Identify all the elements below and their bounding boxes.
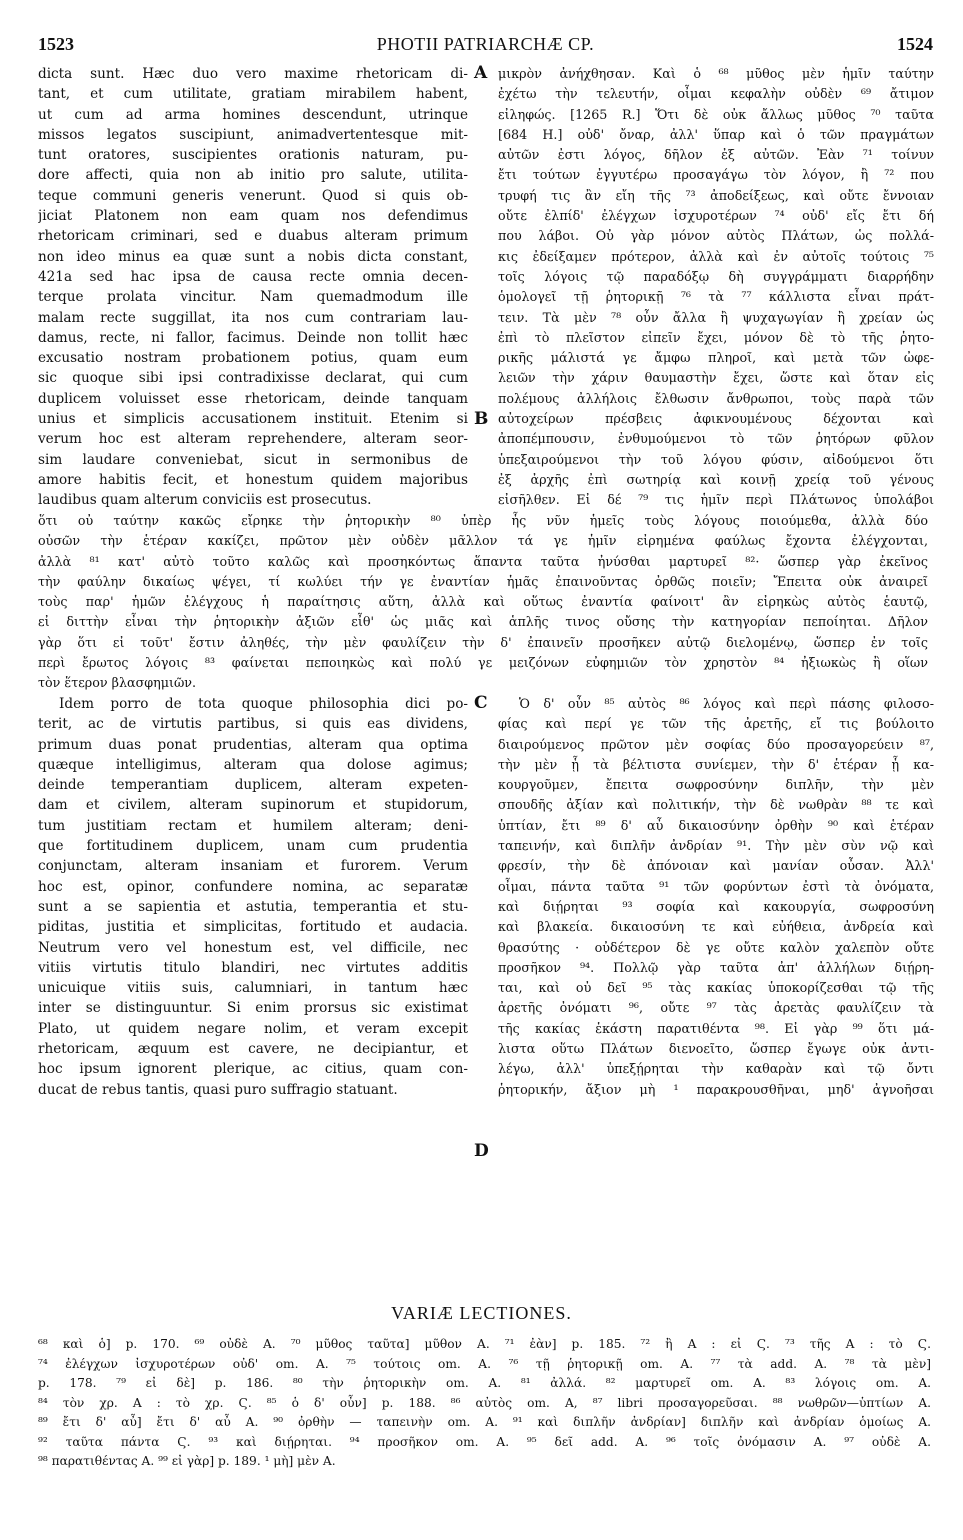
text-line: [684 H.] οὐδ' ὄναρ, ἀλλ' ὕπαρ καὶ ὁ τῶν πραγμάτων [498, 126, 934, 142]
text-line: ⁷⁴ ἐλέγχων ἰσχυροτέρων οὐδ' om. A. ⁷⁵ τούτοις om. A. ⁷⁶ τῇ ῥητορικῇ om. A. ⁷⁷ τὰ add. A. ⁷⁸ τὰ μὲν] [38, 1356, 931, 1371]
text-line: deinde temperantiam duplicem, alteram expeten- [38, 777, 468, 794]
text-line: λιστα οὕτω Πλάτων διενοεῖτο, ὥσπερ ἔγωγε οὐκ ἀντι- [498, 1041, 934, 1057]
text-line: τρυφή τις ἂν εἴη τῆς ⁷³ ἀποδείξεως, καὶ οὔτε ἔννοιαν [498, 187, 934, 203]
text-line: ⁹⁸ παρατιθέντας A. ⁹⁹ εἰ γὰρ] p. 189. ¹ μὴ] μὲν A. [38, 1454, 336, 1468]
text-line: γὰρ ὅτι εἰ τοῦτ' ἔστιν ἀληθές, τὴν μὲν φαυλίζειν τὴν δ' ἐπαινεῖν προσῆκεν αὐτῷ διελομένῳ, ὥσπερ ἐν τοῖς [38, 634, 928, 650]
text-line: καὶ βλακεία. δικαιοσύνη τε καὶ εὐήθεια, ἀνδρεία καὶ [498, 919, 934, 935]
text-line: προσῆκον ⁹⁴. Πολλῷ γὰρ ταῦτα ἀπ' ἀλλήλων διῄρη- [498, 959, 934, 975]
text-line: ⁸⁹ ἔτι δ' αὖ] ἔτι δ' αὖ A. ⁹⁰ ὀρθὴν — ταπεινὴν om. A. ⁹¹ καὶ διπλῆν ἀνδρίαν] διπλῆν καὶ ἀνδρίαν ὁμοίως A. [38, 1415, 931, 1429]
text-line: μικρὸν ἀνήχθησαν. Καὶ ὁ ⁶⁸ μῦθος μὲν ἡμῖν ταύτην [498, 66, 934, 81]
greek-column-top [498, 64, 934, 511]
text-line: unius et simplicis accusationem instituit. Etenim si [38, 411, 468, 428]
text-line: λέγω, ἀλλ' ὑπεξῄρηται τὴν καθαρὰν καὶ τῷ ὄντι [498, 1061, 934, 1077]
text-line: ducat de rebus tantis, quasi puro suffragio statuant. [38, 1081, 398, 1098]
text-line: jiciat Platonem non eam quam nos defendimus [38, 208, 468, 225]
text-line: θρασύτης · οὐδέτερον δὲ γε οὔτε καλὸν χαλεπὸν οὔτε [498, 939, 934, 955]
text-line: dam et civilem, alteram supinorum et stupidorum, [38, 797, 468, 814]
margin-marker-d: D [474, 1141, 489, 1161]
text-line: ἀρετῆς ὀνόματι ⁹⁶, οὔτε ⁹⁷ τὰς ἀρετὰς φαυλίζειν τὰ [498, 1000, 934, 1016]
text-line: ῥητορικήν, ἄξιον μὴ ¹ παρακρουσθῆναι, μηδ' ἀγνοῆσαι [498, 1081, 934, 1097]
text-line: sic quoque sibi ipsi contradixisse declarat, qui cum [38, 370, 468, 387]
text-line: πολέμους ἀλλήλοις ἔλθωσιν ἄνθρωποι, τοὺς παρὰ τῶν [498, 390, 934, 406]
text-line: piditas, justitia et simplicitas, fortitudo et audacia. [38, 919, 468, 936]
text-line: dicta sunt. Hæc duo vero maxime rhetoricam di- [38, 66, 468, 82]
text-line: terque prolata vincitur. Nam quemadmodum ille [38, 289, 468, 306]
text-line: rhetoricam, æquum est cavere, ne decipiantur, et [38, 1041, 468, 1058]
text-line: τῆς κακίας ἑκάστη παρατιθέντα ⁹⁸. Εἰ γὰρ ⁹⁹ ὅτι μά- [498, 1020, 934, 1036]
text-line: περὶ ἔρωτος λόγοις ⁸³ φαίνεται πεποιηκὼς καὶ πολύ γε μειζόνων εὐφημιῶν τὸν χρηστὸν ⁸⁴ ἠξιωκὼς ἢ οἵων [38, 655, 928, 671]
text-line: εἰ διττὴν εἶναι τὴν ῥητορικὴν ἀξιῶν εἶθ' ὡς μιᾶς καὶ ἁπλῆς τινος οὔσης τὴν κατηγορίαν πεποίηται. Δῆλον [38, 614, 928, 630]
text-line: τειν. Τὰ μὲν ⁷⁸ οὖν ἄλλα ἢ ψυχαγωγίαν ἢ χρείαν ὡς [498, 309, 934, 325]
text-line: ὁμολογεῖ τῇ ῥητορικῇ ⁷⁶ τὰ ⁷⁷ κάλλιστα εἶναι πράτ- [498, 289, 934, 305]
text-line: αὐτοχείρων πρέσβεις ἀφικνουμένους δέχονται καὶ [498, 411, 934, 427]
text-line: ρικῆς μάλιστά γε ἄμφω πληροῖ, καὶ μετὰ τῶν ὠφε- [498, 350, 934, 366]
running-header [38, 34, 933, 58]
margin-marker-c: C [474, 693, 488, 713]
text-line: εἰληφώς. [1265 R.] Ὅτι δὲ οὐκ ἄλλως μῦθος ⁷⁰ ταῦτα [498, 106, 934, 122]
text-line: ὑπτίαν, ἔτι ⁸⁹ δ' αὖ δικαιοσύνην ὀρθὴν ⁹⁰ καὶ ἑτέραν [498, 817, 934, 833]
text-line: non ideo minus ea quæ sunt a nobis dicta constant, [38, 248, 468, 265]
text-line: διαιρούμενος πρῶτον μὲν σοφίας δύο προσαγορεύειν ⁸⁷, [498, 736, 934, 752]
text-line: τοὺς παρ' ἡμῶν ἐλέγχους ἡ παραίτησις αὕτη, ἀλλὰ καὶ οὕτως ἐναντία φαίνοιτ' ἂν εἰρηκὼς αὐτὸς ἑαυτῷ, [38, 594, 928, 610]
text-line: tum justitiam rectam et humilem alteram; deni- [38, 817, 468, 834]
text-line: ἀλλὰ ⁸¹ κατ' αὐτὸ τοῦτο καλῶς καὶ προσηκόντως ἅπαντα ταῦτα ἠνύσθαι μαρτυρεῖ ⁸²· ὥσπερ γὰρ ἐκεῖνος [38, 553, 928, 569]
text-line: ἐχέτω τὴν τελευτήν, οἶμαι κεφαλὴν οὐδὲν ⁶⁹ ἄτιμον [498, 86, 934, 102]
text-line: που λάβοι. Οὐ γὰρ μόνον αὐτὸς Πλάτων, ὡς πολλά- [498, 228, 934, 244]
text-line: αὐτῶν ἐστι λόγος, δῆλον ἐξ αὐτῶν. Ἐὰν ⁷¹ τοίνυν [498, 147, 934, 163]
text-line: ἀποπέμπουσιν, ἐνθυμούμενοι τὸ τῶν ῥητόρων φῦλον [498, 431, 934, 447]
text-line: ταπεινήν, καὶ διπλῆν ἀνδρίαν ⁹¹. Τὴν μὲν σὺν νῷ καὶ [498, 838, 934, 854]
text-line: Ὁ δ' οὖν ⁸⁵ αὐτὸς ⁸⁶ λόγος καὶ περὶ πάσης φιλοσο- [519, 696, 934, 711]
margin-marker-b: B [474, 409, 489, 429]
text-line: verum hoc est alteram reprehendere, alteram seor- [38, 431, 468, 448]
running-title: PHOTII PATRIARCHÆ CP. [376, 34, 595, 54]
text-line: dore affecti, quia non ab initio pro salute, utilita- [38, 167, 468, 184]
text-line: Idem porro de tota quoque philosophia dici po- [59, 696, 468, 712]
text-line: ut cum ad arma homines descendunt, utrinque [38, 106, 468, 123]
latin-column-top [38, 64, 468, 511]
text-line: 421a sed hac ipsa de causa recte omnia decen- [38, 268, 468, 285]
text-line: tunt oratores, suscipientes orationis naturam, pu- [38, 147, 468, 164]
text-line: Neutrum vero vel honestum est, vel difficile, nec [38, 939, 468, 956]
text-line: καὶ διῄρηται ⁹³ σοφία καὶ κακουργία, σωφροσύνη [498, 898, 934, 914]
text-line: τὸν ἕτερον βλασφημιῶν. [38, 675, 197, 691]
text-line: primum duas ponat prudentias, alteram qua optima [38, 736, 468, 753]
latin-column-bottom [38, 694, 468, 1100]
text-line: damus, recte, ni fallor, facimus. Deinde non tollit hæc [38, 329, 468, 346]
text-line: amore habitis fecit, et honestum quidem majoribus [38, 471, 468, 488]
text-line: ὑπεξαιρούμενοι τὴν τοῦ λόγου φύσιν, αἰδούμενοι ὅτι [498, 451, 934, 467]
text-line: οὐσῶν τὴν ἑτέραν κακίζει, πρῶτον μὲν οὐδὲν μᾶλλον τά γε ἡμῖν εἰρημένα φαύλως ἔχοντα ἐλέγχονται, [38, 533, 928, 549]
text-line: τὴν μὲν ᾗ τὰ βέλτιστα συνίεμεν, τὴν δ' ἑτέραν ᾗ κα- [498, 756, 934, 772]
text-line: sunt a se sapientia et astutia, temperantia et stu- [38, 898, 468, 915]
text-line: λειῶν τὴν χάριν θαυμαστὴν ἔχει, ὥστε καὶ ὅταν εἰς [498, 370, 934, 386]
variae-lectiones-notes [38, 1335, 931, 1472]
text-line: tant, et cum utilitate, gratiam mirabilem habent, [38, 86, 468, 103]
text-line: ἐπὶ τὸ πλεῖστον εἰπεῖν ἔχει, μόνον δὲ τὸ τῆς ῥητο- [498, 329, 934, 345]
text-line: ἔτι τούτων ἐγγυτέρω προσαγάγω τὸν λόγον, ἢ ⁷² που [498, 167, 934, 183]
text-line: εἰσῆλθεν. Εἰ δέ ⁷⁹ τις ἡμῖν περὶ Πλάτωνος ὑπολάβοι [498, 492, 934, 508]
text-line: οὔτε ἐλπίδ' ἐλέγχων ἰσχυροτέρων ⁷⁴ οὐδ' εἴς ἔτι δή [498, 208, 934, 224]
text-line: φίας καὶ περί γε τῶν τῆς ἀρετῆς, εἴ τις βούλοιτο [498, 716, 934, 732]
text-line: ἐξ ἀρχῆς ἐπὶ σωτηρίᾳ καὶ κοινῇ χρείᾳ τοῦ γένους [498, 471, 934, 487]
text-line: duplicem voluisset esse rhetoricam, deinde tanquam [38, 390, 468, 407]
text-line: terit, ac de virtutis partibus, si quis eas dividens, [38, 716, 468, 733]
text-line: τοῖς λόγοις τῷ παραδόξῳ δὴ συγγράμματι διαρρήδην [498, 268, 934, 284]
text-line: τὴν φαύλην δικαίως ψέγει, τί κωλύει τήν γε ἐναντίαν ἡμᾶς ἐπαινοῦντας ὀρθῶς ποιεῖν; Ἔπειτα οὐκ ἀναιρεῖ [38, 573, 928, 589]
text-line: sim laudare conveniebat, sicut in sermonibus de [38, 451, 468, 468]
greek-full-width-passage [38, 511, 928, 694]
text-line: κουργοῦμεν, ἔπειτα σωφροσύνην διπλῆν, τὴν μὲν [498, 777, 934, 793]
text-line: vitiis virtutis titulo blandiri, nec virtutes additis [38, 959, 468, 976]
text-line: teque communi generis venerunt. Quod si quis ob- [38, 187, 468, 204]
text-line: ὅτι οὐ ταύτην κακῶς εἴρηκε τὴν ῥητορικὴν ⁸⁰ ὑπὲρ ἧς νῦν ἡμεῖς τοὺς λόγους ποιούμεθα, ἀλλὰ δύο [38, 513, 928, 528]
text-line: ται, καὶ οὐ δεῖ ⁹⁵ τὰς κακίας ὑποκορίζεσθαι τῷ τῆς [498, 980, 934, 996]
text-line: quæque intelligimus, alteram qua dolose agimus; [38, 756, 468, 773]
text-line: hoc ipsum ignorent plerique, ac citius, quam con- [38, 1061, 468, 1078]
text-line: σπουδῆς ἀξίαν καὶ πολιτικήν, τὴν δὲ νωθρὰν ⁸⁸ τε καὶ [498, 797, 934, 813]
margin-marker-a: A [474, 63, 488, 83]
text-line: p. 178. ⁷⁹ εἰ δὲ] p. 186. ⁸⁰ τὴν ῥητορικὴν om. A. ⁸¹ ἀλλά. ⁸² μαρτυρεῖ om. A. ⁸³ λόγοις om. A. [38, 1376, 931, 1390]
text-line: ⁹² ταῦτα πάντα Ϛ. ⁹³ καὶ διῄρηται. ⁹⁴ προσῆκον om. A. ⁹⁵ δεῖ add. A. ⁹⁶ τοῖς ὀνόμασιν A. ⁹⁷ οὐδὲ A. [38, 1434, 931, 1449]
text-line: inter se distinguuntur. Si enim prorsus sic existimat [38, 1000, 468, 1017]
greek-column-bottom [498, 694, 934, 1100]
page-number-left: 1523 [38, 34, 74, 54]
text-line: conjunctam, alteram insaniam et furorem. Verum [38, 858, 468, 875]
text-line: que fortitudinem duplicem, unam cum prudentia [38, 838, 468, 855]
text-line: ⁸⁴ τὸν χρ. A : τὸ χρ. Ϛ. ⁸⁵ ὁ δ' οὖν] p. 188. ⁸⁶ αὐτὸς om. A, ⁸⁷ libri προσαγορεῦσαι. ⁸⁸ νωθρῶν—ὑπτίων A. [38, 1395, 931, 1410]
text-line: rhetoricam criminari, sed e duabus alteram primum [38, 228, 468, 245]
text-line: οἶμαι, πάντα ταῦτα ⁹¹ τῶν φορύντων ἐστὶ τὰ ὀνόματα, [498, 878, 934, 894]
text-line: malam recte suggillat, ita nos cum contrariam lau- [38, 309, 468, 326]
text-line: unicuique vitiis suis, calumniari, in tantum hæc [38, 980, 468, 997]
text-line: Plato, ut quidem negare nolim, et veram excepit [38, 1020, 468, 1037]
text-line: φρεσίν, τὴν δὲ ἀπόνοιαν καὶ μανίαν οὖσαν. Ἀλλ' [498, 858, 934, 874]
variae-lectiones-title: VARIÆ LECTIONES. [391, 1303, 572, 1323]
text-line: ⁶⁸ καὶ ὁ] p. 170. ⁶⁹ οὐδὲ A. ⁷⁰ μῦθος ταῦτα] μῦθον A. ⁷¹ ἐὰν] p. 185. ⁷² ἢ A : εἰ Ϛ. ⁷³ τῆς A : τὸ Ϛ. [38, 1337, 931, 1351]
text-line: κις ἐδείξαμεν πρότερον, ἀλλὰ καὶ ἐν αὐτοῖς τούτοις ⁷⁵ [498, 248, 934, 264]
text-line: missos legatos suscipiunt, animadvertentesque mit- [38, 126, 468, 143]
text-line: laudibus quam alterum conviciis est prosecutus. [38, 492, 372, 509]
text-line: excusatio nostram probationem potius, quam eum [38, 350, 468, 367]
text-line: hoc est, opinor, confundere nomina, ac separatæ [38, 878, 468, 895]
page-number-right: 1524 [897, 34, 933, 54]
